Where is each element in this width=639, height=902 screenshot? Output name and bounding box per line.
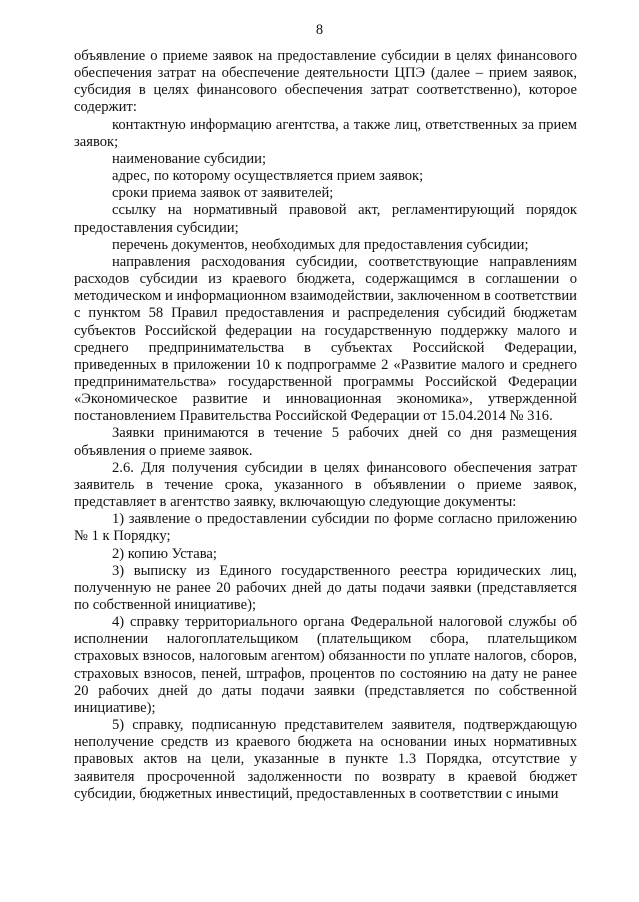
paragraph-legal-act-link: ссылку на нормативный правовой акт, регламентирующий порядок предоставления субсидии; — [74, 202, 577, 236]
paragraph-contact-info: контактную информацию агентства, а также лиц, ответственных за прием заявок; — [74, 116, 577, 150]
paragraph-announcement-intro: объявление о приеме заявок на предоставление субсидии в целях финансового обеспечения затрат на обеспечение деятельности ЦПЭ (далее – прием заявок, субсидия в целях финансового обеспечения затрат соответственно), которое содержит: — [74, 48, 577, 116]
document-body — [74, 48, 577, 803]
page-number: 8 — [315, 22, 324, 38]
list-item-4-tax-certificate: 4) справку территориального органа Федеральной налоговой службы об исполнении налогоплательщиком (плательщиком сбора, плательщиком страховых взносов, налоговым агентом) обязанности по уплате налогов, сборов, страховых взносов, пеней, штрафов, процентов по состоянию на дату не ранее 20 рабочих дней до даты подачи заявки (представляется по собственной инициативе); — [74, 614, 577, 716]
list-item-2-charter-copy: 2) копию Устава; — [112, 545, 217, 562]
paragraph-application-period: Заявки принимаются в течение 5 рабочих дней со дня размещения объявления о приеме заявок. — [74, 425, 577, 459]
list-item-3-registry-extract: 3) выписку из Единого государственного реестра юридических лиц, полученную не ранее 20 рабочих дней до даты подачи заявки (представляется по собственной инициативе); — [74, 562, 577, 613]
paragraph-spending-directions: направления расходования субсидии, соответствующие направлениям расходов субсидии из краевого бюджета, содержащимся в соглашении о методическом и информационном взаимодействии, заключенном в соответствии с пунктом 58 Правил предоставления и распределения субсидий бюджетам субъектов Российской федерации на государственную поддержку малого и среднего предпринимательства в субъектах Российской Федерации, приведенных в приложении 10 к подпрограмме 2 «Развитие малого и среднего предпринимательства» государственной программы Российской Федерации «Экономическое развитие и инновационная экономика», утвержденной постановлением Правительства Российской Федерации от 15.04.2014 № 316. — [74, 253, 577, 425]
list-item-1-application: 1) заявление о предоставлении субсидии по форме согласно приложению № 1 к Порядку; — [74, 511, 577, 545]
paragraph-section-2-6: 2.6. Для получения субсидии в целях финансового обеспечения затрат заявитель в течение срока, указанного в объявлении о приеме заявок, представляет в агентство заявку, включающую следующие документы: — [74, 459, 577, 511]
paragraph-deadlines: сроки приема заявок от заявителей; — [112, 185, 334, 202]
list-item-5-representative-certificate: 5) справку, подписанную представителем заявителя, подтверждающую неполучение средств из краевого бюджета на основании иных нормативных правовых актов на цели, указанные в пункте 1.3 Порядка, отсутствие у заявителя просроченной задолженности по возврату в краевой бюджет субсидии, бюджетных инвестиций, предоставленных в соответствии с иными — [74, 717, 577, 802]
paragraph-subsidy-name: наименование субсидии; — [112, 150, 267, 167]
paragraph-document-list: перечень документов, необходимых для предоставления субсидии; — [112, 236, 529, 253]
paragraph-address: адрес, по которому осуществляется прием заявок; — [112, 168, 424, 185]
